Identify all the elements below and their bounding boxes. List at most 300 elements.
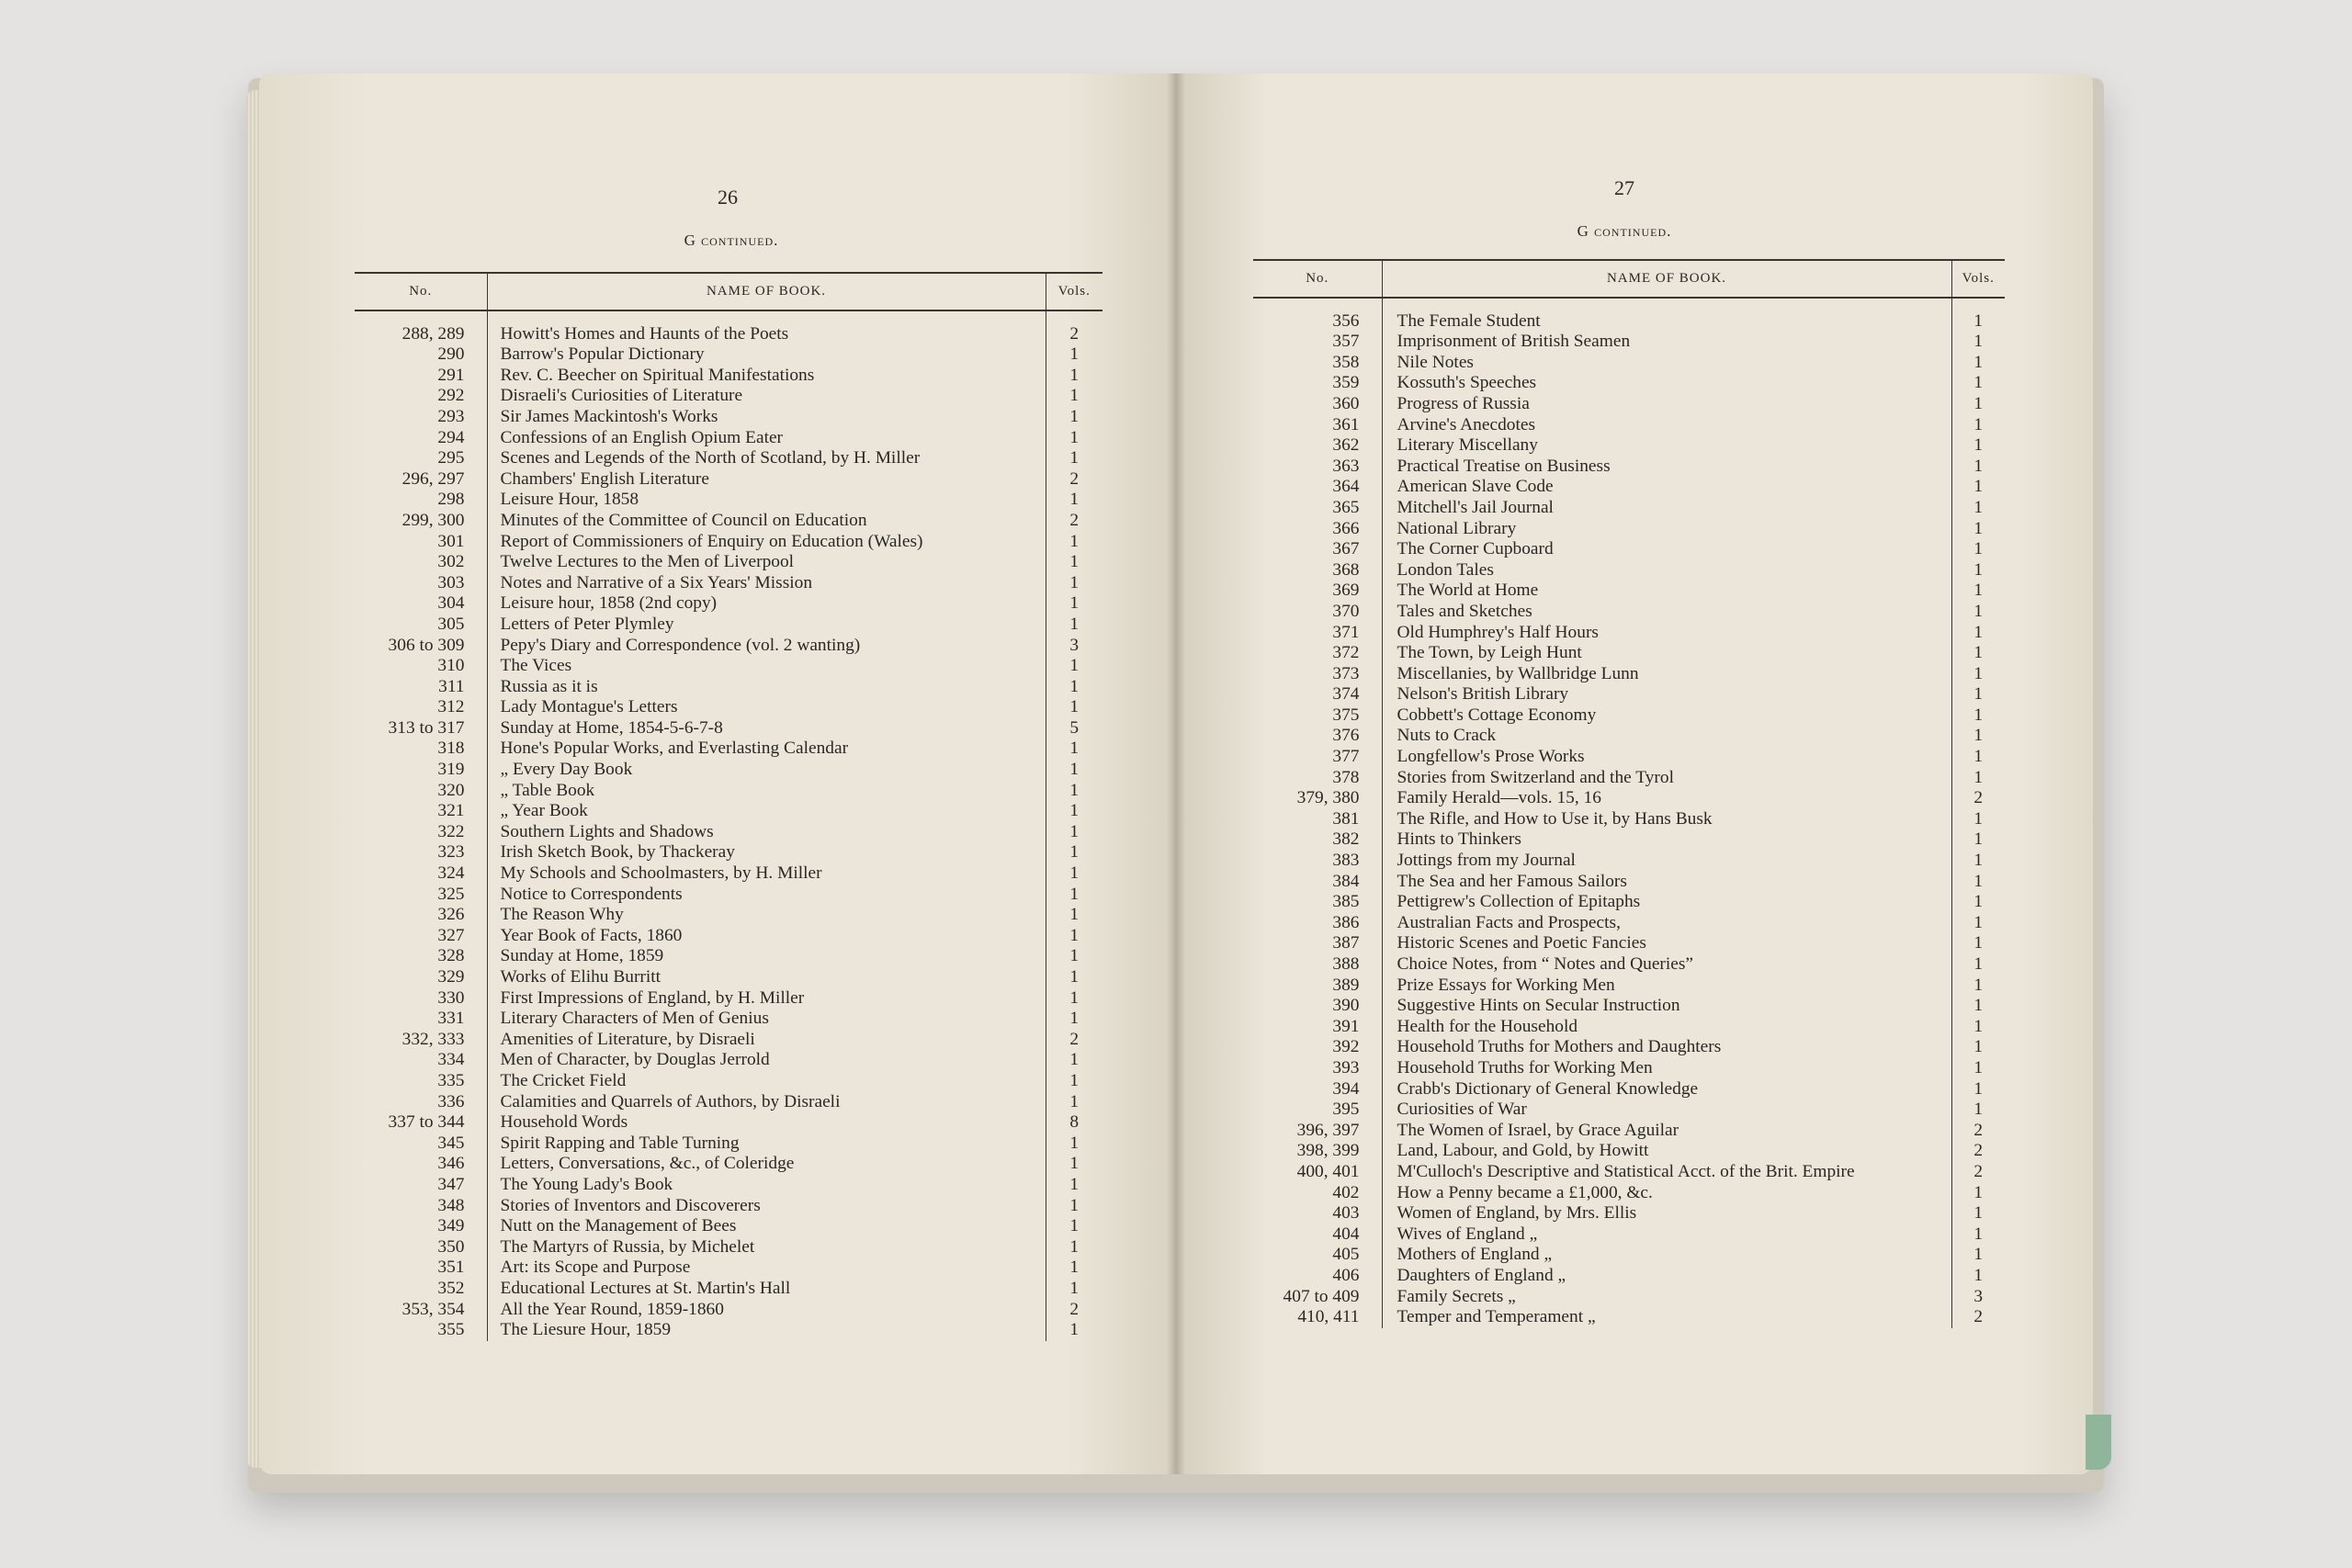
table-row bbox=[355, 926, 1102, 947]
table-row bbox=[1253, 1307, 2005, 1328]
book-number: 337 to 344 bbox=[355, 1112, 487, 1134]
book-number: 355 bbox=[355, 1320, 487, 1341]
book-number: 364 bbox=[1253, 477, 1382, 498]
book-number: 322 bbox=[355, 822, 487, 843]
book-number: 347 bbox=[355, 1175, 487, 1196]
book-title: Calamities and Quarrels of Authors, by Disraeli bbox=[487, 1092, 1046, 1113]
volume-count: 1 bbox=[1069, 821, 1080, 841]
table-row bbox=[1253, 1141, 2005, 1162]
book-title: How a Penny became a £1,000, &c. bbox=[1382, 1183, 1951, 1204]
table-row bbox=[1253, 332, 2005, 353]
volume-count: 1 bbox=[1069, 406, 1080, 426]
book-title: Australian Facts and Prospects, bbox=[1382, 913, 1951, 934]
book-title: Letters of Peter Plymley bbox=[487, 615, 1046, 636]
book-number: 407 to 409 bbox=[1253, 1287, 1382, 1308]
table-row bbox=[355, 490, 1102, 511]
book-title: M'Culloch's Descriptive and Statistical Acct. of the Brit. Empire bbox=[1382, 1162, 1951, 1183]
volume-count: 1 bbox=[1973, 1100, 1984, 1120]
book-number: 361 bbox=[1253, 415, 1382, 436]
book-title: Educational Lectures at St. Martin's Hall bbox=[487, 1279, 1046, 1300]
book-title: Suggestive Hints on Secular Instruction bbox=[1382, 996, 1951, 1017]
volume-count: 1 bbox=[1069, 1009, 1080, 1029]
volume-count: 1 bbox=[1973, 684, 1984, 705]
book-title: Pettigrew's Collection of Epitaphs bbox=[1382, 892, 1951, 913]
book-number: 384 bbox=[1253, 872, 1382, 893]
volume-count: 2 bbox=[1069, 468, 1080, 489]
table-row bbox=[1253, 1224, 2005, 1246]
book-title: Pepy's Diary and Correspondence (vol. 2 wanting) bbox=[487, 636, 1046, 657]
book-number: 301 bbox=[355, 532, 487, 553]
table-row bbox=[355, 469, 1102, 491]
volume-count: 1 bbox=[1069, 863, 1080, 884]
table-row bbox=[355, 532, 1102, 553]
table-row bbox=[355, 1030, 1102, 1051]
volume-count: 1 bbox=[1069, 1278, 1080, 1298]
book-title: The Liesure Hour, 1859 bbox=[487, 1320, 1046, 1341]
book-title: Confessions of an English Opium Eater bbox=[487, 428, 1046, 449]
book-number: 378 bbox=[1253, 768, 1382, 789]
book-gutter bbox=[1167, 73, 1185, 1474]
volume-count: 1 bbox=[1069, 1195, 1080, 1215]
table-row bbox=[1253, 1058, 2005, 1079]
table-row bbox=[355, 1216, 1102, 1237]
table-row bbox=[1253, 705, 2005, 727]
volume-count: 1 bbox=[1973, 705, 1984, 725]
table-row bbox=[1253, 809, 2005, 830]
book-number: 348 bbox=[355, 1196, 487, 1217]
book-title: Literary Characters of Men of Genius bbox=[487, 1009, 1046, 1030]
book-number: 400, 401 bbox=[1253, 1162, 1382, 1183]
book-title: Notes and Narrative of a Six Years' Mission bbox=[487, 573, 1046, 594]
book-number: 336 bbox=[355, 1092, 487, 1113]
volume-count: 8 bbox=[1069, 1112, 1080, 1133]
volume-count: 1 bbox=[1973, 829, 1984, 850]
book-number: 323 bbox=[355, 842, 487, 863]
book-number: 324 bbox=[355, 863, 487, 885]
book-title: Year Book of Facts, 1860 bbox=[487, 926, 1046, 947]
book-number: 372 bbox=[1253, 643, 1382, 664]
left-table-body bbox=[355, 310, 1102, 1341]
book-title: Choice Notes, from “ Notes and Queries” bbox=[1382, 954, 1951, 976]
volume-count: 1 bbox=[1973, 373, 1984, 393]
book-title: American Slave Code bbox=[1382, 477, 1951, 498]
volume-count: 1 bbox=[1973, 518, 1984, 538]
table-row bbox=[355, 1300, 1102, 1321]
table-row bbox=[355, 593, 1102, 615]
book-title: Miscellanies, by Wallbridge Lunn bbox=[1382, 664, 1951, 685]
book-number: 366 bbox=[1253, 519, 1382, 540]
volume-count: 1 bbox=[1069, 1174, 1080, 1194]
table-row bbox=[1253, 1079, 2005, 1100]
volume-count: 1 bbox=[1069, 1320, 1080, 1340]
volume-count: 2 bbox=[1973, 1120, 1984, 1140]
table-row bbox=[1253, 298, 2005, 333]
book-title: Family Herald—vols. 15, 16 bbox=[1382, 788, 1951, 809]
book-number: 402 bbox=[1253, 1183, 1382, 1204]
book-title: Tales and Sketches bbox=[1382, 602, 1951, 623]
volume-count: 1 bbox=[1973, 1078, 1984, 1099]
book-number: 383 bbox=[1253, 851, 1382, 872]
book-title: „ Table Book bbox=[487, 781, 1046, 802]
table-row bbox=[1253, 1100, 2005, 1121]
table-row bbox=[355, 677, 1102, 698]
table-row bbox=[355, 1154, 1102, 1175]
table-row bbox=[355, 697, 1102, 718]
book-number: 351 bbox=[355, 1258, 487, 1279]
volume-count: 1 bbox=[1973, 414, 1984, 434]
book-number: 389 bbox=[1253, 976, 1382, 997]
book-title: Stories from Switzerland and the Tyrol bbox=[1382, 768, 1951, 789]
book-number: 395 bbox=[1253, 1100, 1382, 1121]
book-number: 385 bbox=[1253, 892, 1382, 913]
book-number: 327 bbox=[355, 926, 487, 947]
table-row bbox=[1253, 684, 2005, 705]
book-title: Howitt's Homes and Haunts of the Poets bbox=[487, 310, 1046, 345]
table-row bbox=[1253, 1017, 2005, 1038]
volume-count: 1 bbox=[1973, 1037, 1984, 1057]
book-number: 390 bbox=[1253, 996, 1382, 1017]
table-row bbox=[1253, 1203, 2005, 1224]
volume-count: 1 bbox=[1069, 1258, 1080, 1278]
table-row bbox=[355, 801, 1102, 822]
table-row bbox=[1253, 1183, 2005, 1204]
book-number: 329 bbox=[355, 967, 487, 988]
book-title: Nelson's British Library bbox=[1382, 684, 1951, 705]
book-number: 386 bbox=[1253, 913, 1382, 934]
book-title: Rev. C. Beecher on Spiritual Manifestations bbox=[487, 366, 1046, 387]
table-row bbox=[355, 1134, 1102, 1155]
book-number: 331 bbox=[355, 1009, 487, 1030]
volume-count: 1 bbox=[1973, 1203, 1984, 1224]
table-row bbox=[1253, 726, 2005, 747]
book-number: 306 to 309 bbox=[355, 636, 487, 657]
volume-count: 1 bbox=[1973, 954, 1984, 974]
volume-count: 1 bbox=[1069, 531, 1080, 551]
volume-count: 1 bbox=[1069, 386, 1080, 406]
volume-count: 2 bbox=[1069, 323, 1080, 344]
volume-count: 5 bbox=[1069, 717, 1080, 738]
table-row bbox=[355, 344, 1102, 366]
table-row bbox=[1253, 829, 2005, 851]
book-title: Notice to Correspondents bbox=[487, 885, 1046, 906]
book-title: Historic Scenes and Poetic Fancies bbox=[1382, 933, 1951, 954]
volume-count: 1 bbox=[1973, 1245, 1984, 1265]
table-row bbox=[1253, 1162, 2005, 1183]
book-number: 295 bbox=[355, 448, 487, 469]
book-number: 356 bbox=[1253, 298, 1382, 333]
table-row bbox=[355, 1071, 1102, 1092]
table-row bbox=[1253, 892, 2005, 913]
volume-count: 1 bbox=[1973, 996, 1984, 1016]
book-number: 382 bbox=[1253, 829, 1382, 851]
book-title: Cobbett's Cottage Economy bbox=[1382, 705, 1951, 727]
table-row bbox=[355, 366, 1102, 387]
book-number: 359 bbox=[1253, 373, 1382, 394]
volume-count: 2 bbox=[1973, 788, 1984, 808]
book-number: 311 bbox=[355, 677, 487, 698]
table-row bbox=[1253, 643, 2005, 664]
table-row bbox=[1253, 394, 2005, 415]
table-row bbox=[355, 1258, 1102, 1279]
book-number: 373 bbox=[1253, 664, 1382, 685]
book-title: The Rifle, and How to Use it, by Hans Busk bbox=[1382, 809, 1951, 830]
book-number: 291 bbox=[355, 366, 487, 387]
volume-count: 1 bbox=[1069, 946, 1080, 966]
book-title: Scenes and Legends of the North of Scotland, by H. Miller bbox=[487, 448, 1046, 469]
book-title: Kossuth's Speeches bbox=[1382, 373, 1951, 394]
volume-count: 1 bbox=[1973, 851, 1984, 871]
volume-count: 1 bbox=[1069, 1091, 1080, 1111]
table-row bbox=[1253, 913, 2005, 934]
table-row bbox=[355, 573, 1102, 594]
book-number: 328 bbox=[355, 946, 487, 967]
book-number: 298 bbox=[355, 490, 487, 511]
book-title: Spirit Rapping and Table Turning bbox=[487, 1134, 1046, 1155]
book-number: 358 bbox=[1253, 353, 1382, 374]
book-number: 396, 397 bbox=[1253, 1121, 1382, 1142]
book-title: Minutes of the Committee of Council on Education bbox=[487, 511, 1046, 532]
book-title: Mitchell's Jail Journal bbox=[1382, 498, 1951, 519]
table-row bbox=[355, 718, 1102, 739]
book-number: 406 bbox=[1253, 1266, 1382, 1287]
left-book-table bbox=[355, 272, 1102, 1341]
book-title: Men of Character, by Douglas Jerrold bbox=[487, 1050, 1046, 1071]
book-title: The Reason Why bbox=[487, 905, 1046, 926]
book-title: Southern Lights and Shadows bbox=[487, 822, 1046, 843]
book-number: 313 to 317 bbox=[355, 718, 487, 739]
volume-count: 1 bbox=[1973, 497, 1984, 517]
book-number: 299, 300 bbox=[355, 511, 487, 532]
table-row bbox=[355, 739, 1102, 760]
book-number: 404 bbox=[1253, 1224, 1382, 1246]
book-number: 290 bbox=[355, 344, 487, 366]
volume-count: 1 bbox=[1069, 614, 1080, 634]
book-number: 320 bbox=[355, 781, 487, 802]
volume-count: 1 bbox=[1973, 808, 1984, 829]
volume-count: 1 bbox=[1069, 780, 1080, 800]
book-number: 398, 399 bbox=[1253, 1141, 1382, 1162]
book-number: 388 bbox=[1253, 954, 1382, 976]
table-row bbox=[1253, 498, 2005, 519]
volume-count: 1 bbox=[1973, 892, 1984, 912]
table-row bbox=[1253, 415, 2005, 436]
volume-count: 1 bbox=[1973, 601, 1984, 621]
volume-count: 1 bbox=[1069, 676, 1080, 696]
book-title: Household Truths for Mothers and Daughters bbox=[1382, 1037, 1951, 1058]
table-row bbox=[355, 552, 1102, 573]
book-title: Twelve Lectures to the Men of Liverpool bbox=[487, 552, 1046, 573]
volume-count: 2 bbox=[1069, 1029, 1080, 1049]
book-title: „ Year Book bbox=[487, 801, 1046, 822]
volume-count: 1 bbox=[1973, 352, 1984, 372]
book-title: Literary Miscellany bbox=[1382, 435, 1951, 457]
book-title: My Schools and Schoolmasters, by H. Miller bbox=[487, 863, 1046, 885]
table-row bbox=[355, 1196, 1102, 1217]
table-row bbox=[355, 863, 1102, 885]
book-title: London Tales bbox=[1382, 560, 1951, 581]
book-title: Arvine's Anecdotes bbox=[1382, 415, 1951, 436]
column-header-no: No. bbox=[355, 273, 487, 310]
book-number: 379, 380 bbox=[1253, 788, 1382, 809]
table-row bbox=[355, 615, 1102, 636]
book-number: 305 bbox=[355, 615, 487, 636]
table-row bbox=[1253, 788, 2005, 809]
table-row bbox=[355, 1175, 1102, 1196]
table-row bbox=[1253, 872, 2005, 893]
volume-count: 1 bbox=[1069, 593, 1080, 614]
table-row bbox=[1253, 768, 2005, 789]
book-title: Mothers of England „ bbox=[1382, 1245, 1951, 1266]
table-row bbox=[355, 511, 1102, 532]
book-title: Jottings from my Journal bbox=[1382, 851, 1951, 872]
book-title: Leisure Hour, 1858 bbox=[487, 490, 1046, 511]
volume-count: 1 bbox=[1069, 1133, 1080, 1153]
table-row bbox=[355, 967, 1102, 988]
volume-count: 1 bbox=[1973, 539, 1984, 559]
volume-count: 3 bbox=[1069, 635, 1080, 655]
book-number: 353, 354 bbox=[355, 1300, 487, 1321]
book-title: The Young Lady's Book bbox=[487, 1175, 1046, 1196]
book-title: Nile Notes bbox=[1382, 353, 1951, 374]
book-title: The Women of Israel, by Grace Aguilar bbox=[1382, 1121, 1951, 1142]
book-number: 363 bbox=[1253, 457, 1382, 478]
book-title: Sunday at Home, 1859 bbox=[487, 946, 1046, 967]
volume-count: 1 bbox=[1973, 435, 1984, 456]
volume-count: 1 bbox=[1069, 344, 1080, 365]
table-row bbox=[1253, 519, 2005, 540]
volume-count: 2 bbox=[1973, 1161, 1984, 1181]
book-number: 371 bbox=[1253, 623, 1382, 644]
volume-count: 1 bbox=[1069, 884, 1080, 904]
book-title: The Town, by Leigh Hunt bbox=[1382, 643, 1951, 664]
volume-count: 1 bbox=[1069, 365, 1080, 385]
book-title: Lady Montague's Letters bbox=[487, 697, 1046, 718]
volume-count: 1 bbox=[1069, 490, 1080, 510]
column-header-name: NAME OF BOOK. bbox=[1382, 260, 1951, 298]
table-row bbox=[355, 822, 1102, 843]
book-number: 394 bbox=[1253, 1079, 1382, 1100]
volume-count: 1 bbox=[1973, 456, 1984, 476]
volume-count: 3 bbox=[1973, 1286, 1984, 1306]
left-page-number: 26 bbox=[718, 186, 738, 209]
volume-count: 1 bbox=[1973, 581, 1984, 601]
book-number: 319 bbox=[355, 760, 487, 781]
book-number: 367 bbox=[1253, 539, 1382, 560]
book-number: 365 bbox=[1253, 498, 1382, 519]
book-title: National Library bbox=[1382, 519, 1951, 540]
volume-count: 1 bbox=[1069, 1154, 1080, 1174]
volume-count: 1 bbox=[1069, 905, 1080, 925]
volume-count: 1 bbox=[1069, 1216, 1080, 1236]
table-row bbox=[1253, 435, 2005, 457]
right-table-body bbox=[1253, 298, 2005, 1328]
book-title: Practical Treatise on Business bbox=[1382, 457, 1951, 478]
book-title: Russia as it is bbox=[487, 677, 1046, 698]
book-title: Imprisonment of British Seamen bbox=[1382, 332, 1951, 353]
book-title: Old Humphrey's Half Hours bbox=[1382, 623, 1951, 644]
table-row bbox=[355, 386, 1102, 407]
table-row bbox=[1253, 623, 2005, 644]
table-row bbox=[355, 1092, 1102, 1113]
table-row bbox=[1253, 851, 2005, 872]
volume-count: 1 bbox=[1973, 1224, 1984, 1244]
table-row bbox=[1253, 353, 2005, 374]
volume-count: 1 bbox=[1069, 572, 1080, 592]
volume-count: 2 bbox=[1069, 510, 1080, 530]
volume-count: 1 bbox=[1973, 332, 1984, 352]
book-title: Letters, Conversations, &c., of Coleridge bbox=[487, 1154, 1046, 1175]
volume-count: 1 bbox=[1973, 975, 1984, 995]
table-row bbox=[1253, 976, 2005, 997]
book-number: 330 bbox=[355, 988, 487, 1010]
book-title: „ Every Day Book bbox=[487, 760, 1046, 781]
table-header-row bbox=[355, 273, 1102, 310]
volume-count: 1 bbox=[1973, 393, 1984, 413]
book-number: 403 bbox=[1253, 1203, 1382, 1224]
book-number: 387 bbox=[1253, 933, 1382, 954]
table-row bbox=[355, 407, 1102, 428]
volume-count: 1 bbox=[1973, 622, 1984, 642]
book-title: Barrow's Popular Dictionary bbox=[487, 344, 1046, 366]
volume-count: 1 bbox=[1069, 448, 1080, 468]
table-row bbox=[1253, 560, 2005, 581]
book-number: 303 bbox=[355, 573, 487, 594]
book-title: Sir James Mackintosh's Works bbox=[487, 407, 1046, 428]
volume-count: 1 bbox=[1973, 310, 1984, 331]
book-number: 321 bbox=[355, 801, 487, 822]
table-row bbox=[1253, 477, 2005, 498]
volume-count: 2 bbox=[1973, 1307, 1984, 1327]
book-title: The Female Student bbox=[1382, 298, 1951, 333]
book-number: 345 bbox=[355, 1134, 487, 1155]
book-title: Report of Commissioners of Enquiry on Education (Wales) bbox=[487, 532, 1046, 553]
book-title: All the Year Round, 1859-1860 bbox=[487, 1300, 1046, 1321]
book-title: Hone's Popular Works, and Everlasting Calendar bbox=[487, 739, 1046, 760]
book-title: Wives of England „ bbox=[1382, 1224, 1951, 1246]
volume-count: 1 bbox=[1069, 1050, 1080, 1070]
table-row bbox=[355, 988, 1102, 1010]
book-number: 302 bbox=[355, 552, 487, 573]
book-title: The Corner Cupboard bbox=[1382, 539, 1951, 560]
book-number: 375 bbox=[1253, 705, 1382, 727]
book-number: 346 bbox=[355, 1154, 487, 1175]
book-number: 296, 297 bbox=[355, 469, 487, 491]
book-title: Sunday at Home, 1854-5-6-7-8 bbox=[487, 718, 1046, 739]
right-section-title: G continued. bbox=[1577, 222, 1672, 240]
book-title: Family Secrets „ bbox=[1382, 1287, 1951, 1308]
book-number: 288, 289 bbox=[355, 310, 487, 345]
volume-count: 2 bbox=[1069, 1299, 1080, 1319]
book-title: The Cricket Field bbox=[487, 1071, 1046, 1092]
table-row bbox=[355, 1279, 1102, 1300]
volume-count: 1 bbox=[1069, 987, 1080, 1008]
volume-count: 1 bbox=[1973, 1265, 1984, 1285]
table-row bbox=[355, 1112, 1102, 1134]
book-number: 391 bbox=[1253, 1017, 1382, 1038]
table-row bbox=[355, 1009, 1102, 1030]
table-row bbox=[355, 946, 1102, 967]
book-number: 393 bbox=[1253, 1058, 1382, 1079]
book-number: 377 bbox=[1253, 747, 1382, 768]
volume-count: 1 bbox=[1973, 559, 1984, 580]
book-title: The Martyrs of Russia, by Michelet bbox=[487, 1237, 1046, 1258]
book-title: Land, Labour, and Gold, by Howitt bbox=[1382, 1141, 1951, 1162]
volume-count: 1 bbox=[1069, 1236, 1080, 1257]
book-number: 369 bbox=[1253, 581, 1382, 602]
book-number: 294 bbox=[355, 428, 487, 449]
volume-count: 1 bbox=[1973, 643, 1984, 663]
table-header-row bbox=[1253, 260, 2005, 298]
